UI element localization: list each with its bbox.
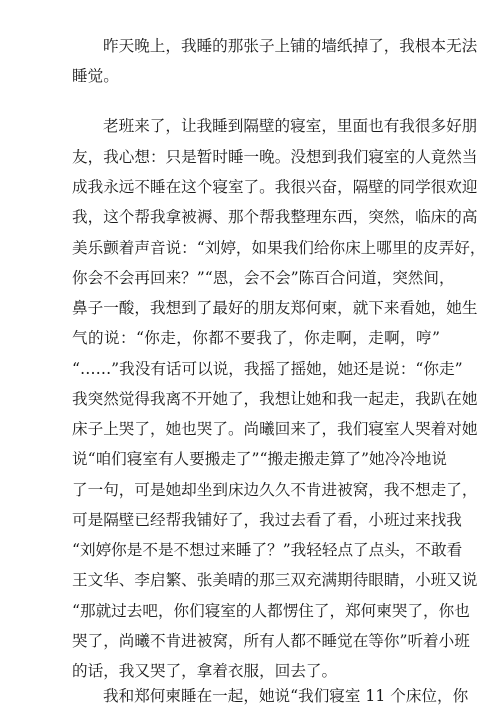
paragraph-2-line-7: 鼻子一酸，我想到了最好的朋友郑何柬，就下来看她，她生 (72, 299, 478, 317)
paragraph-2-line-14: 可是隔壁已经帮我铺好了，我过去看了看，小班过来找我 (72, 511, 462, 529)
paragraph-2-line-11: 床子上哭了，她也哭了。尚曦回来了，我们寝室人哭着对她 (72, 420, 478, 438)
paragraph-2-line-2: 友，我心想：只是暂时睡一晚。没想到我们寝室的人竟然当 (72, 148, 478, 166)
paragraph-2-line-6: 你会不会再回来？”“恩，会不会”陈百合问道，突然间， (72, 269, 455, 287)
paragraph-2-line-19: 的话，我又哭了，拿着衣服，回去了。 (72, 662, 338, 680)
paragraph-2-line-18: 哭了，尚曦不肯进被窝，所有人都不睡觉在等你”听着小班 (72, 632, 470, 650)
paragraph-2-line-13: 了一句，可是她却坐到床边久久不肯进被窝，我不想走了， (72, 481, 478, 499)
paragraph-2-line-10: 我突然觉得我离不开她了，我想让她和我一起走，我趴在她 (72, 390, 478, 408)
paragraph-2-line-17: “那就过去吧，你们寝室的人都愣住了，郑何柬哭了，你也 (72, 602, 470, 620)
paragraph-2-line-15: “刘婷你是不是不想过来睡了？”我轻轻点了点头，不敢看 (72, 541, 463, 559)
paragraph-2-line-5: 美乐颤着声音说：“刘婷，如果我们给你床上哪里的皮弄好， (72, 239, 486, 257)
paragraph-3-line-1: 我和郑何柬睡在一起，她说“我们寝室 11 个床位，你 (103, 687, 469, 705)
paragraph-2-line-8: 气的说：“你走，你都不要我了，你走啊，走啊，哼” (72, 329, 440, 347)
paragraph-1-line-2: 睡觉。 (72, 67, 119, 85)
paragraph-2-line-1: 老班来了，让我睡到隔壁的寝室，里面也有我很多好朋 (103, 117, 478, 135)
paragraph-2-line-16: 王文华、李启繁、张美晴的那三双充满期待眼睛，小班又说 (72, 571, 478, 589)
paragraph-1-line-1: 昨天晚上，我睡的那张子上铺的墙纸掉了，我根本无法 (103, 37, 478, 55)
paragraph-2-line-3: 成我永远不睡在这个寝室了。我很兴奋，隔壁的同学很欢迎 (72, 178, 478, 196)
paragraph-2-line-9: “……”我没有话可以说，我摇了摇她，她还是说：“你走” (72, 360, 463, 378)
paragraph-2-line-12: 说“咱们寝室有人要搬走了”“搬走搬走算了”她冷冷地说 (72, 450, 447, 468)
paragraph-2-line-4: 我，这个帮我拿被褥、那个帮我整理东西，突然，临床的高 (72, 208, 478, 226)
